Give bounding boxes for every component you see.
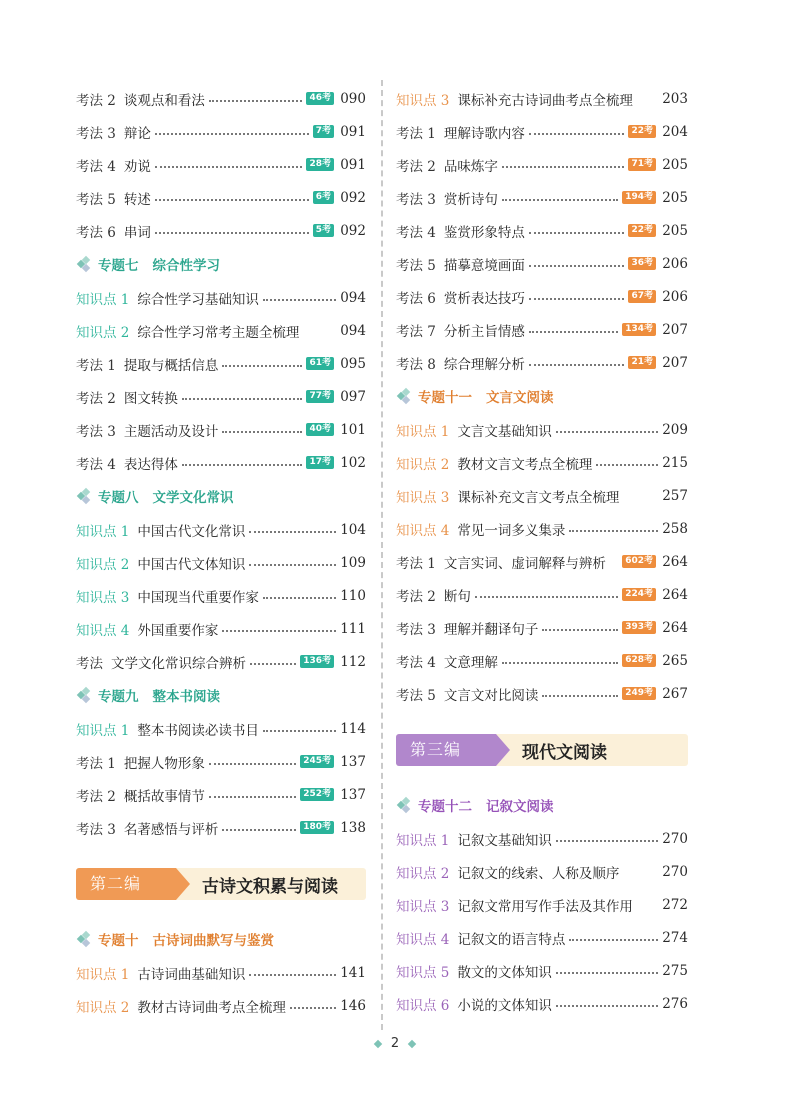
toc-entry[interactable]	[396, 578, 688, 611]
exam-count-badge: 628考	[622, 654, 656, 667]
exam-count-badge: 180考	[300, 821, 334, 834]
diamond-icon	[398, 389, 412, 403]
toc-entry[interactable]	[76, 612, 366, 645]
entry-title: 整本书阅读必读书目	[137, 722, 259, 739]
entry-page-number: 110	[340, 587, 366, 604]
toc-entry[interactable]	[396, 247, 688, 280]
dot-leader	[155, 165, 303, 168]
entry-page-number: 215	[662, 454, 688, 471]
toc-entry[interactable]	[76, 778, 366, 811]
topic-number: 专题七	[98, 258, 139, 274]
entry-page-number: 276	[662, 995, 688, 1012]
toc-entry[interactable]	[76, 181, 366, 214]
entry-page-number: 094	[340, 289, 366, 306]
entry-label: 知识点 3	[396, 898, 450, 915]
entry-label: 知识点 1	[76, 722, 130, 739]
topic-heading	[76, 922, 366, 956]
entry-page-number: 206	[662, 255, 688, 272]
dot-leader	[596, 463, 658, 466]
entry-label: 考法 2	[76, 92, 116, 109]
topic-title: 综合性学习	[152, 258, 220, 274]
entry-label: 考法 3	[76, 423, 116, 440]
entry-page-number: 205	[662, 189, 688, 206]
topic-title: 文学文化常识	[152, 490, 234, 506]
exam-count-badge: 77考	[306, 390, 334, 403]
exam-count-badge: 40考	[306, 423, 334, 436]
entry-title: 课标补充古诗词曲考点全梳理	[457, 92, 633, 109]
entry-title: 中国古代文化常识	[137, 523, 246, 540]
entry-title: 文言文基础知识	[457, 423, 552, 440]
exam-count-badge: 252考	[300, 788, 334, 801]
toc-entry[interactable]	[396, 987, 688, 1020]
entry-title: 鉴赏形象特点	[443, 224, 525, 241]
entry-label: 知识点 5	[396, 964, 450, 981]
dot-leader	[610, 563, 618, 564]
entry-title: 概括故事情节	[123, 788, 205, 805]
dot-leader	[556, 430, 658, 433]
toc-entry[interactable]	[76, 214, 366, 247]
topic-number: 专题十一	[418, 390, 472, 406]
entry-label: 知识点 4	[396, 931, 450, 948]
dot-leader	[569, 529, 658, 532]
dot-leader	[209, 795, 296, 798]
dot-leader	[209, 762, 296, 765]
topic-number: 专题十	[98, 933, 139, 949]
toc-entry[interactable]	[76, 745, 366, 778]
exam-count-badge: 134考	[622, 323, 656, 336]
dot-leader	[556, 839, 658, 842]
entry-label: 知识点 3	[76, 589, 130, 606]
toc-entry[interactable]	[396, 822, 688, 855]
dot-leader	[182, 463, 303, 466]
topic-heading	[76, 247, 366, 281]
section-tag: 第三编	[396, 734, 496, 766]
dot-leader	[222, 430, 302, 433]
toc-entry[interactable]	[76, 956, 366, 989]
entry-title: 记叙文的语言特点	[457, 931, 566, 948]
entry-label: 知识点 1	[396, 832, 450, 849]
entry-title: 描摹意境画面	[443, 257, 525, 274]
toc-entry[interactable]	[396, 181, 688, 214]
entry-label: 知识点 1	[76, 291, 130, 308]
dot-leader	[623, 873, 658, 874]
toc-entry[interactable]	[76, 446, 366, 479]
toc-entry[interactable]	[76, 413, 366, 446]
toc-entry[interactable]	[76, 281, 366, 314]
dot-leader	[249, 563, 336, 566]
diamond-icon	[78, 489, 92, 503]
entry-page-number: 101	[340, 421, 366, 438]
exam-count-badge: 194考	[622, 191, 656, 204]
exam-count-badge: 17考	[306, 456, 334, 469]
dot-leader	[155, 231, 309, 234]
entry-label: 知识点 4	[396, 522, 450, 539]
entry-label: 知识点 2	[76, 324, 130, 341]
entry-title: 文意理解	[443, 654, 498, 671]
topic-number: 专题十二	[418, 799, 472, 815]
entry-label: 考法 3	[76, 821, 116, 838]
entry-title: 表达得体	[123, 456, 178, 473]
diamond-icon	[398, 798, 412, 812]
entry-page-number: 095	[340, 355, 366, 372]
entry-label: 知识点 3	[396, 92, 450, 109]
entry-label: 考法 4	[76, 456, 116, 473]
entry-page-number: 264	[662, 553, 688, 570]
entry-title: 谈观点和看法	[123, 92, 205, 109]
toc-entry[interactable]	[76, 347, 366, 380]
entry-title: 小说的文体知识	[457, 997, 552, 1014]
entry-title: 综合性学习常考主题全梳理	[137, 324, 300, 341]
entry-label: 考法	[76, 655, 103, 672]
dot-leader	[623, 497, 658, 498]
toc-entry[interactable]	[76, 148, 366, 181]
entry-title: 文言文对比阅读	[443, 687, 539, 704]
entry-label: 知识点 4	[76, 622, 130, 639]
entry-title: 赏析表达技巧	[443, 290, 525, 307]
toc-entry[interactable]	[396, 346, 688, 379]
entry-page-number: 097	[340, 388, 366, 405]
toc-entry[interactable]	[76, 712, 366, 745]
dot-leader	[249, 530, 336, 533]
entry-page-number: 265	[662, 652, 688, 669]
toc-entry[interactable]	[396, 479, 688, 512]
section-tag: 第二编	[76, 868, 176, 900]
entry-page-number: 091	[340, 123, 366, 140]
entry-label: 知识点 6	[396, 997, 450, 1014]
dot-leader	[209, 99, 303, 102]
entry-page-number: 270	[662, 863, 688, 880]
exam-count-badge: 21考	[628, 356, 656, 369]
entry-page-number: 141	[340, 964, 366, 981]
dot-leader	[222, 629, 336, 632]
topic-heading	[76, 678, 366, 712]
dot-leader	[529, 297, 625, 300]
entry-label: 考法 3	[396, 621, 436, 638]
exam-count-badge: 6考	[313, 191, 334, 204]
entry-page-number: 138	[340, 819, 366, 836]
dot-leader	[263, 729, 336, 732]
dot-leader	[475, 595, 618, 598]
entry-title: 常见一词多义集录	[457, 522, 566, 539]
toc-entry[interactable]	[76, 989, 366, 1022]
exam-count-badge: 28考	[306, 158, 334, 171]
entry-title: 辩论	[123, 125, 151, 142]
entry-label: 知识点 2	[396, 456, 450, 473]
dot-leader	[155, 198, 309, 201]
entry-label: 考法 1	[76, 755, 116, 772]
toc-entry[interactable]	[76, 115, 366, 148]
toc-entry[interactable]	[76, 645, 366, 678]
exam-count-badge: 61考	[306, 357, 334, 370]
entry-title: 外国重要作家	[137, 622, 219, 639]
entry-label: 知识点 1	[396, 423, 450, 440]
toc-entry[interactable]	[396, 115, 688, 148]
entry-page-number: 204	[662, 123, 688, 140]
toc-entry[interactable]	[76, 811, 366, 844]
entry-label: 考法 5	[396, 687, 436, 704]
entry-page-number: 272	[662, 896, 688, 913]
dot-leader	[529, 132, 625, 135]
entry-title: 品味炼字	[443, 158, 498, 175]
toc-entry[interactable]	[76, 314, 366, 347]
entry-title: 课标补充文言文考点全梳理	[457, 489, 620, 506]
toc-entry[interactable]	[396, 855, 688, 888]
exam-count-badge: 224考	[622, 588, 656, 601]
entry-label: 考法 1	[396, 555, 436, 572]
entry-page-number: 091	[340, 156, 366, 173]
entry-page-number: 137	[340, 753, 366, 770]
topic-heading	[396, 379, 688, 413]
entry-label: 考法 7	[396, 323, 436, 340]
entry-page-number: 094	[340, 322, 366, 339]
dot-leader	[502, 165, 625, 168]
dot-leader	[155, 132, 309, 135]
dot-leader	[542, 628, 618, 631]
dot-leader	[569, 938, 658, 941]
entry-title: 记叙文基础知识	[457, 832, 552, 849]
entry-page-number: 203	[662, 90, 688, 107]
exam-count-badge: 5考	[313, 224, 334, 237]
entry-label: 知识点 2	[76, 556, 130, 573]
toc-entry[interactable]	[396, 313, 688, 346]
section-banner	[76, 868, 366, 900]
entry-title: 名著感悟与评析	[123, 821, 219, 838]
page-footer	[0, 1036, 790, 1051]
dot-leader	[263, 298, 336, 301]
toc-entry[interactable]	[76, 546, 366, 579]
toc-entry[interactable]	[396, 512, 688, 545]
exam-count-badge: 245考	[300, 755, 334, 768]
entry-label: 知识点 2	[396, 865, 450, 882]
exam-count-badge: 393考	[622, 621, 656, 634]
entry-page-number: 111	[340, 620, 366, 637]
topic-title: 古诗词曲默写与鉴赏	[152, 933, 274, 949]
dot-leader	[637, 100, 658, 101]
dot-leader	[529, 264, 625, 267]
entry-page-number: 102	[340, 454, 366, 471]
toc-entry[interactable]	[396, 611, 688, 644]
toc-entry[interactable]	[396, 545, 688, 578]
entry-page-number: 205	[662, 222, 688, 239]
toc-entry[interactable]	[396, 82, 688, 115]
entry-title: 综合性学习基础知识	[137, 291, 259, 308]
entry-title: 串词	[123, 224, 151, 241]
footer-diamond-icon	[374, 1039, 382, 1047]
entry-title: 教材古诗词曲考点全梳理	[137, 999, 286, 1016]
toc-entry[interactable]	[396, 677, 688, 710]
entry-page-number: 264	[662, 586, 688, 603]
toc-entry[interactable]	[396, 148, 688, 181]
dot-leader	[250, 662, 296, 665]
dot-leader	[637, 906, 658, 907]
entry-label: 考法 8	[396, 356, 436, 373]
entry-label: 考法 3	[76, 125, 116, 142]
entry-title: 综合理解分析	[443, 356, 525, 373]
diamond-icon	[78, 932, 92, 946]
entry-title: 转述	[123, 191, 151, 208]
toc-entry[interactable]	[396, 280, 688, 313]
entry-title: 古诗词曲基础知识	[137, 966, 246, 983]
dot-leader	[529, 363, 625, 366]
exam-count-badge: 71考	[628, 158, 656, 171]
entry-label: 考法 4	[396, 224, 436, 241]
entry-label: 考法 6	[396, 290, 436, 307]
entry-label: 考法 1	[396, 125, 436, 142]
entry-title: 记叙文常用写作手法及其作用	[457, 898, 633, 915]
entry-label: 考法 6	[76, 224, 116, 241]
toc-entry[interactable]	[396, 921, 688, 954]
diamond-icon	[78, 257, 92, 271]
dot-leader	[263, 596, 336, 599]
toc-entry[interactable]	[396, 644, 688, 677]
entry-title: 中国古代文体知识	[137, 556, 246, 573]
topic-title: 记叙文阅读	[486, 799, 554, 815]
entry-title: 文学文化常识综合辨析	[111, 655, 246, 672]
exam-count-badge: 7考	[313, 125, 334, 138]
section-banner	[396, 734, 688, 766]
exam-count-badge: 136考	[300, 655, 334, 668]
entry-page-number: 104	[340, 521, 366, 538]
dot-leader	[290, 1006, 336, 1009]
entry-title: 理解诗歌内容	[443, 125, 525, 142]
dot-leader	[556, 1004, 658, 1007]
entry-title: 散文的文体知识	[457, 964, 552, 981]
topic-number: 专题八	[98, 490, 139, 506]
entry-label: 考法 2	[396, 158, 436, 175]
entry-title: 主题活动及设计	[123, 423, 219, 440]
entry-page-number: 267	[662, 685, 688, 702]
dot-leader	[502, 661, 618, 664]
entry-label: 考法 2	[76, 788, 116, 805]
entry-page-number: 137	[340, 786, 366, 803]
dot-leader	[542, 694, 618, 697]
toc-entry[interactable]	[76, 513, 366, 546]
entry-title: 提取与概括信息	[123, 357, 219, 374]
toc-right-column	[396, 82, 688, 1020]
entry-page-number: 257	[662, 487, 688, 504]
exam-count-badge: 36考	[628, 257, 656, 270]
entry-page-number: 275	[662, 962, 688, 979]
entry-title: 分析主旨情感	[443, 323, 525, 340]
entry-page-number: 092	[340, 189, 366, 206]
entry-page-number: 270	[662, 830, 688, 847]
toc-entry[interactable]	[396, 413, 688, 446]
toc-entry[interactable]	[396, 214, 688, 247]
entry-title: 理解并翻译句子	[443, 621, 539, 638]
topic-title: 文言文阅读	[486, 390, 554, 406]
exam-count-badge: 22考	[628, 125, 656, 138]
diamond-icon	[78, 688, 92, 702]
toc-left-column	[76, 82, 366, 1022]
entry-title: 赏析诗句	[443, 191, 498, 208]
dot-leader	[182, 397, 303, 400]
entry-title: 图文转换	[123, 390, 178, 407]
entry-label: 知识点 1	[76, 966, 130, 983]
entry-label: 考法 5	[396, 257, 436, 274]
exam-count-badge: 67考	[628, 290, 656, 303]
column-divider	[381, 80, 383, 1030]
entry-label: 考法 5	[76, 191, 116, 208]
entry-page-number: 264	[662, 619, 688, 636]
dot-leader	[249, 973, 336, 976]
entry-page-number: 090	[340, 90, 366, 107]
toc-entry[interactable]	[396, 446, 688, 479]
dot-leader	[556, 971, 658, 974]
entry-label: 考法 2	[396, 588, 436, 605]
dot-leader	[222, 364, 302, 367]
exam-count-badge: 249考	[622, 687, 656, 700]
toc-entry[interactable]	[396, 954, 688, 987]
page-number: 2	[390, 1036, 400, 1051]
toc-entry[interactable]	[76, 82, 366, 115]
entry-label: 知识点 3	[396, 489, 450, 506]
topic-number: 专题九	[98, 689, 139, 705]
entry-page-number: 146	[340, 997, 366, 1014]
entry-page-number: 274	[662, 929, 688, 946]
entry-page-number: 258	[662, 520, 688, 537]
entry-title: 断句	[443, 588, 471, 605]
entry-page-number: 114	[340, 720, 366, 737]
exam-count-badge: 46考	[306, 92, 334, 105]
entry-label: 知识点 2	[76, 999, 130, 1016]
topic-heading	[396, 788, 688, 822]
entry-label: 考法 3	[396, 191, 436, 208]
entry-title: 记叙文的线索、人称及顺序	[457, 865, 620, 882]
entry-label: 考法 4	[396, 654, 436, 671]
dot-leader	[502, 198, 618, 201]
toc-entry[interactable]	[76, 579, 366, 612]
entry-label: 考法 1	[76, 357, 116, 374]
dot-leader	[303, 332, 336, 333]
dot-leader	[222, 828, 296, 831]
section-title: 古诗文积累与阅读	[202, 876, 338, 897]
topic-heading	[76, 479, 366, 513]
entry-page-number: 206	[662, 288, 688, 305]
topic-title: 整本书阅读	[152, 689, 220, 705]
entry-page-number: 205	[662, 156, 688, 173]
entry-title: 把握人物形象	[123, 755, 205, 772]
entry-page-number: 109	[340, 554, 366, 571]
entry-label: 考法 4	[76, 158, 116, 175]
exam-count-badge: 602考	[622, 555, 656, 568]
entry-page-number: 112	[340, 653, 366, 670]
entry-title: 中国现当代重要作家	[137, 589, 259, 606]
entry-page-number: 207	[662, 321, 688, 338]
entry-label: 考法 2	[76, 390, 116, 407]
toc-entry[interactable]	[76, 380, 366, 413]
dot-leader	[529, 330, 618, 333]
footer-diamond-icon	[408, 1039, 416, 1047]
section-title: 现代文阅读	[522, 742, 607, 763]
entry-label: 知识点 1	[76, 523, 130, 540]
toc-entry[interactable]	[396, 888, 688, 921]
entry-title: 劝说	[123, 158, 151, 175]
entry-title: 教材文言文考点全梳理	[457, 456, 593, 473]
entry-page-number: 207	[662, 354, 688, 371]
exam-count-badge: 22考	[628, 224, 656, 237]
dot-leader	[529, 231, 625, 234]
entry-page-number: 209	[662, 421, 688, 438]
entry-page-number: 092	[340, 222, 366, 239]
entry-title: 文言实词、虚词解释与辨析	[443, 555, 606, 572]
